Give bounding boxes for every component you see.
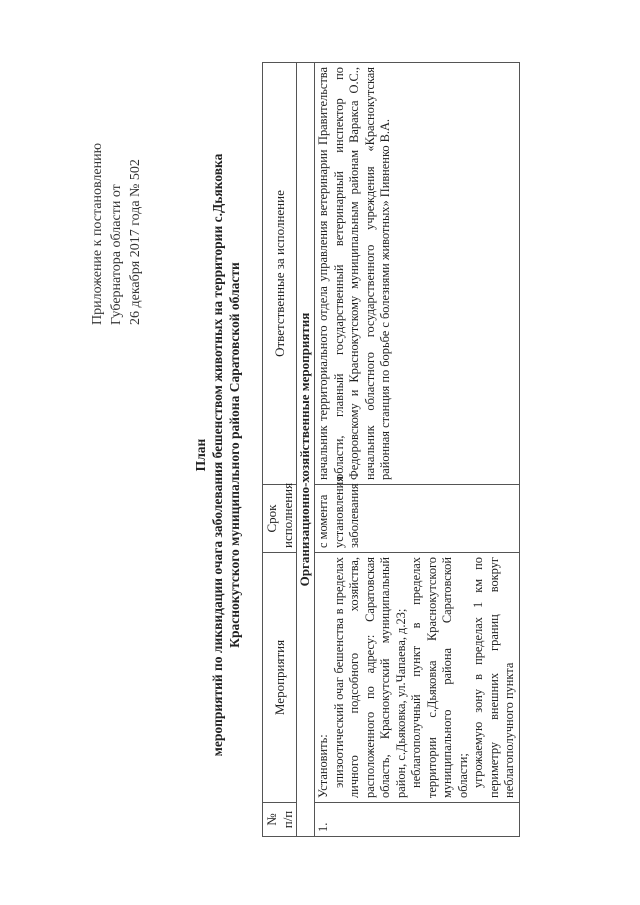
title-line-2: мероприятий по ликвидации очага заболевания бешенством животных на территории с.Дьяковка (210, 153, 225, 757)
header-measures: Мероприятия (263, 553, 297, 803)
measure-intro: Установить: (316, 734, 330, 798)
section-title: Организационно-хозяйственные мероприятия (297, 63, 315, 837)
title-line-3: Краснокутского муниципального района Саратовской области (227, 262, 242, 648)
appendix-line-3: 26 декабря 2017 года № 502 (128, 159, 143, 325)
appendix-line-2: Губернатора области от (109, 184, 124, 325)
measure-paragraph-1: эпизоотический очаг бешенства в пределах личного подсобного хозяйства, расположенного по адресу: Саратовская область, Краснокутский муниципальный район, с.Дьяковка, ул.Чапаева, д.23; (331, 557, 408, 798)
table-header-row (263, 63, 297, 837)
plan-table (262, 62, 520, 837)
row-number: 1. (315, 803, 520, 837)
header-term: Срок исполнения (263, 485, 297, 553)
header-num: № п/п (263, 803, 297, 837)
document-title (192, 125, 243, 785)
header-responsible: Ответственные за исполнение (263, 63, 297, 485)
table-row (315, 63, 520, 837)
measure-paragraph-3: угрожаемую зону в пределах 1 км по периметру внешних границ вокруг неблагополучного пункта (471, 557, 516, 798)
term-cell: с момента установления заболевания (315, 485, 520, 553)
appendix-note (88, 143, 145, 325)
responsible-cell: начальник территориального отдела управления ветеринарии Правительства области, главный государственный ветеринарный инспектор по Федоровскому и Краснокутскому муниципальным районам Варакса О.С., начальник областного государственного учреждения «Краснокутская районная станция по борьбе с болезнями животных» Пивненко В.А. (315, 63, 520, 485)
title-line-1: План (193, 438, 208, 472)
measure-cell (315, 553, 520, 803)
section-row (297, 63, 315, 837)
measure-paragraph-2: неблагополучный пункт в пределах территории с.Дьяковка Краснокутского муниципального района Саратовской области; (409, 557, 470, 798)
appendix-line-1: Приложение к постановлению (90, 142, 105, 325)
